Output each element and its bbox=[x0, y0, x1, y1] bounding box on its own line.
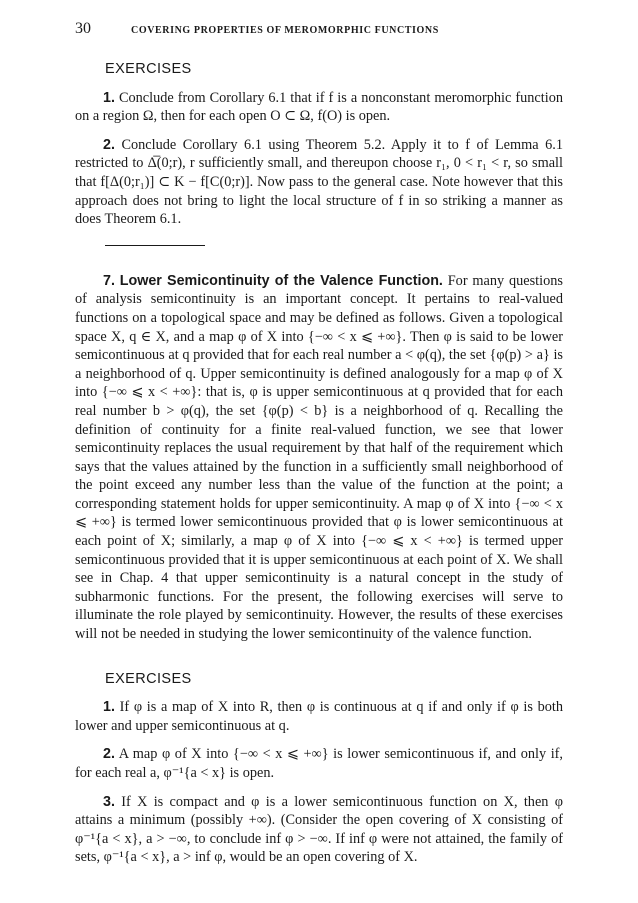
exercise-text: If X is compact and φ is a lower semicontinuous function on X, then φ attains a minimum (possibly +∞). (Consider the open covering of X consisting of φ⁻¹{a < x}, a > −∞, to conclude inf φ > −∞. If inf φ were not attained, the family of sets, φ⁻¹{a < x}, a > inf φ, would be an open covering of X. bbox=[75, 793, 563, 866]
exercise-text: A map φ of X into {−∞ < x ⩽ +∞} is lower semicontinuous if, and only if, for each real a, φ⁻¹{a < x} is open. bbox=[75, 746, 563, 781]
exercise-number: 2. bbox=[103, 746, 115, 763]
section-divider bbox=[105, 245, 205, 246]
exercise-paragraph bbox=[75, 698, 563, 735]
exercise-number: 1. bbox=[103, 699, 115, 716]
section-text: For many questions of analysis semicontinuity is an important concept. It pertains to real-valued functions on a topological space and may be defined as follows. Given a topological space X, q ∈ X, and a map φ of X into {−∞ < x ⩽ +∞}. Then φ is said to be lower semicontinuous at q provided that for each real number a < φ(q), the set {φ(p) > a} is a neighborhood of q. Upper semicontinuity is defined analogously for a map φ of X into {−∞ ⩽ x < +∞}: that is, φ is upper semicontinuous at q provided that for each real number b > φ(q), the set {φ(p) < b} is a neighborhood of q. Recalling the definition of continuity for a finite real-valued function, we see that lower semicontinuity replaces the usual requirement by that half of the requirement which says that the values attained by the function in a sufficiently small neighborhood of the point exceed any number less than the value of the function at the point; a corresponding statement holds for upper semicontinuity. A map φ of X into {−∞ < x ⩽ +∞} is termed lower semicontinuous provided that φ is lower semicontinuous at each point of X; similarly, a map φ of X into {−∞ ⩽ x < +∞} is termed upper semicontinuous provided that it is upper semicontinuous at each point of X. We shall see in Chap. 4 that upper semicontinuity is a natural concept in the study of subharmonic functions. For the present, the following exercises will serve to illuminate the role played by semicontinuity. However, the results of these exercises will not be needed in studying the lower semicontinuity of the valence function. bbox=[75, 272, 563, 643]
exercise-paragraph bbox=[75, 89, 563, 126]
exercises-heading: EXERCISES bbox=[105, 670, 192, 687]
exercise-number: 3. bbox=[103, 793, 115, 810]
running-head: COVERING PROPERTIES OF MEROMORPHIC FUNCTIONS bbox=[131, 25, 439, 36]
exercises-heading: EXERCISES bbox=[105, 61, 192, 77]
page-number: 30 bbox=[75, 20, 91, 37]
exercise-paragraph bbox=[75, 745, 563, 782]
page-header bbox=[75, 20, 563, 40]
exercise-number: 2. bbox=[103, 136, 115, 153]
book-page bbox=[75, 20, 563, 877]
exercise-paragraph bbox=[75, 793, 563, 867]
section-number: 7. bbox=[103, 272, 115, 289]
section-paragraph bbox=[75, 272, 563, 644]
exercise-text: Conclude Corollary 6.1 using Theorem 5.2. Apply it to f of Lemma 6.1 restricted to Δ̅(0;r), r sufficiently small, and thereupon choose r₁, 0 < r₁ < r, so small that f[Δ(0;r₁)] ⊂ K − f[C(0;r)]. Now pass to the general case. Note however that this approach does not bring to light the local structure of f in so striking a manner as does Theorem 6.1. bbox=[75, 136, 563, 228]
exercise-text: If φ is a map of X into R, then φ is continuous at q if and only if φ is both lower and upper semicontinuous at q. bbox=[75, 699, 563, 734]
exercise-number: 1. bbox=[103, 89, 115, 106]
exercise-paragraph bbox=[75, 136, 563, 229]
exercise-text: Conclude from Corollary 6.1 that if f is a nonconstant meromorphic function on a region Ω, then for each open O ⊂ Ω, f(O) is open. bbox=[75, 89, 564, 125]
section-title: Lower Semicontinuity of the Valence Function. bbox=[119, 272, 443, 289]
